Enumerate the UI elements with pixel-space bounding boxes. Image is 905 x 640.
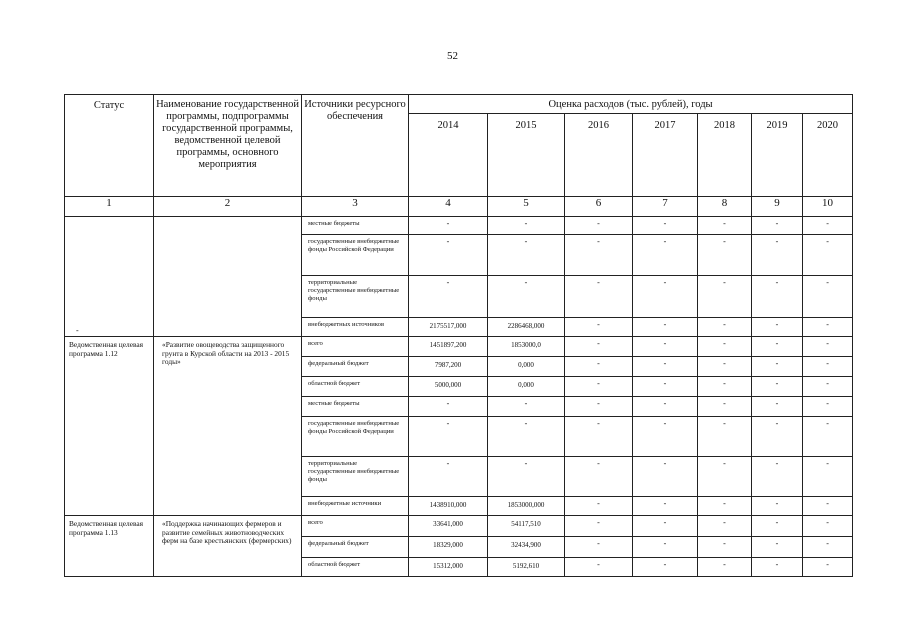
value-2015-cell: -: [488, 417, 565, 457]
column-number: 6: [565, 197, 633, 217]
value-2014-cell: 1438910,000: [409, 497, 488, 516]
empty-value-cell: -: [752, 417, 803, 457]
column-number: 4: [409, 197, 488, 217]
funding-source-cell: областной бюджет: [302, 377, 409, 397]
empty-value-cell: -: [698, 235, 752, 276]
column-number: 2: [154, 197, 302, 217]
empty-value-cell: -: [565, 318, 633, 337]
program-name-cell: «Поддержка начинающих фермеров и развитие семейных животноводческих ферм на базе крестьянских (фермерских): [154, 516, 302, 577]
value-2015-cell: -: [488, 276, 565, 318]
empty-value-cell: -: [803, 516, 853, 537]
value-2015-cell: 0,000: [488, 377, 565, 397]
empty-value-cell: -: [565, 497, 633, 516]
header-year: 2017: [633, 114, 698, 197]
funding-source-cell: федеральный бюджет: [302, 537, 409, 558]
value-2015-cell: -: [488, 397, 565, 417]
value-2015-cell: 2286468,000: [488, 318, 565, 337]
funding-source-cell: федеральный бюджет: [302, 357, 409, 377]
empty-value-cell: -: [633, 397, 698, 417]
column-number: 7: [633, 197, 698, 217]
empty-value-cell: -: [803, 337, 853, 357]
page-number: 52: [447, 50, 458, 62]
program-name-cell: «Развитие овощеводства защищенного грунта в Курской области на 2013 - 2015 годы»: [154, 337, 302, 516]
table-row: [65, 516, 853, 537]
empty-value-cell: -: [698, 357, 752, 377]
empty-value-cell: -: [565, 357, 633, 377]
table-row: [65, 217, 853, 235]
value-2015-cell: 1853000,0: [488, 337, 565, 357]
empty-value-cell: -: [803, 497, 853, 516]
column-number: 1: [65, 197, 154, 217]
funding-source-cell: областной бюджет: [302, 558, 409, 577]
empty-value-cell: -: [565, 558, 633, 577]
empty-value-cell: -: [698, 516, 752, 537]
funding-source-cell: местные бюджеты: [302, 217, 409, 235]
empty-value-cell: -: [565, 377, 633, 397]
empty-value-cell: -: [698, 558, 752, 577]
empty-value-cell: -: [565, 537, 633, 558]
empty-value-cell: -: [803, 457, 853, 497]
empty-value-cell: -: [752, 217, 803, 235]
funding-source-cell: всего: [302, 516, 409, 537]
funding-source-cell: территориальные государственные внебюджетные фонды: [302, 457, 409, 497]
empty-value-cell: -: [752, 558, 803, 577]
empty-value-cell: -: [633, 516, 698, 537]
program-status-cell: Ведомственная целевая программа 1.12: [65, 337, 154, 516]
header-program-name: Наименование государственной программы, подпрограммы государственной программы, ведомственной целевой программы, основного мероприятия: [154, 95, 302, 197]
empty-value-cell: -: [565, 337, 633, 357]
header-sources: Источники ресурсного обеспечения: [302, 95, 409, 197]
empty-value-cell: -: [565, 217, 633, 235]
empty-value-cell: -: [803, 377, 853, 397]
empty-value-cell: -: [698, 497, 752, 516]
column-number-row: [65, 197, 853, 217]
empty-value-cell: -: [752, 357, 803, 377]
stray-mark: -: [76, 326, 79, 335]
value-2014-cell: 15312,000: [409, 558, 488, 577]
empty-value-cell: -: [698, 217, 752, 235]
empty-value-cell: -: [698, 457, 752, 497]
program-status-cell: [65, 217, 154, 337]
table-body: [65, 217, 853, 577]
empty-value-cell: -: [803, 235, 853, 276]
value-2014-cell: -: [409, 457, 488, 497]
value-2014-cell: 33641,000: [409, 516, 488, 537]
funding-source-cell: внебюджетных источников: [302, 318, 409, 337]
value-2015-cell: 32434,900: [488, 537, 565, 558]
value-2014-cell: -: [409, 417, 488, 457]
funding-source-cell: территориальные государственные внебюджетные фонды: [302, 276, 409, 318]
value-2014-cell: 5000,000: [409, 377, 488, 397]
empty-value-cell: -: [698, 318, 752, 337]
value-2015-cell: 1853000,000: [488, 497, 565, 516]
empty-value-cell: -: [565, 417, 633, 457]
header-estimate: Оценка расходов (тыс. рублей), годы: [409, 95, 853, 114]
empty-value-cell: -: [698, 417, 752, 457]
header-status: Статус: [65, 95, 154, 197]
budget-table: [64, 94, 853, 577]
empty-value-cell: -: [752, 377, 803, 397]
funding-source-cell: местные бюджеты: [302, 397, 409, 417]
funding-source-cell: всего: [302, 337, 409, 357]
value-2015-cell: -: [488, 235, 565, 276]
empty-value-cell: -: [565, 235, 633, 276]
empty-value-cell: -: [803, 397, 853, 417]
empty-value-cell: -: [698, 337, 752, 357]
empty-value-cell: -: [633, 537, 698, 558]
empty-value-cell: -: [752, 516, 803, 537]
empty-value-cell: -: [752, 276, 803, 318]
column-number: 8: [698, 197, 752, 217]
empty-value-cell: -: [565, 516, 633, 537]
header-year: 2018: [698, 114, 752, 197]
empty-value-cell: -: [633, 377, 698, 397]
header-year: 2016: [565, 114, 633, 197]
empty-value-cell: -: [752, 497, 803, 516]
empty-value-cell: -: [752, 397, 803, 417]
table-row: [65, 337, 853, 357]
empty-value-cell: -: [803, 537, 853, 558]
funding-source-cell: внебюджетные источники: [302, 497, 409, 516]
value-2014-cell: -: [409, 397, 488, 417]
empty-value-cell: -: [565, 397, 633, 417]
empty-value-cell: -: [803, 318, 853, 337]
empty-value-cell: -: [633, 276, 698, 318]
empty-value-cell: -: [803, 417, 853, 457]
value-2015-cell: 0,000: [488, 357, 565, 377]
value-2014-cell: 1451897,200: [409, 337, 488, 357]
empty-value-cell: -: [633, 558, 698, 577]
empty-value-cell: -: [633, 318, 698, 337]
empty-value-cell: -: [633, 497, 698, 516]
value-2014-cell: 7987,200: [409, 357, 488, 377]
funding-source-cell: государственные внебюджетные фонды Российской Федерации: [302, 235, 409, 276]
value-2014-cell: -: [409, 235, 488, 276]
empty-value-cell: -: [752, 337, 803, 357]
value-2014-cell: 2175517,000: [409, 318, 488, 337]
column-number: 9: [752, 197, 803, 217]
empty-value-cell: -: [752, 235, 803, 276]
value-2014-cell: -: [409, 217, 488, 235]
empty-value-cell: -: [752, 537, 803, 558]
program-name-cell: [154, 217, 302, 337]
empty-value-cell: -: [698, 377, 752, 397]
empty-value-cell: -: [633, 457, 698, 497]
funding-source-cell: государственные внебюджетные фонды Российской Федерации: [302, 417, 409, 457]
empty-value-cell: -: [565, 457, 633, 497]
value-2014-cell: 18329,000: [409, 537, 488, 558]
empty-value-cell: -: [803, 217, 853, 235]
program-status-cell: Ведомственная целевая программа 1.13: [65, 516, 154, 577]
value-2015-cell: -: [488, 217, 565, 235]
header-year: 2020: [803, 114, 853, 197]
header-year: 2014: [409, 114, 488, 197]
empty-value-cell: -: [633, 357, 698, 377]
column-number: 3: [302, 197, 409, 217]
empty-value-cell: -: [565, 276, 633, 318]
empty-value-cell: -: [698, 276, 752, 318]
empty-value-cell: -: [803, 558, 853, 577]
empty-value-cell: -: [698, 537, 752, 558]
column-number: 10: [803, 197, 853, 217]
value-2015-cell: 5192,610: [488, 558, 565, 577]
column-number: 5: [488, 197, 565, 217]
empty-value-cell: -: [803, 276, 853, 318]
header-year: 2019: [752, 114, 803, 197]
empty-value-cell: -: [752, 318, 803, 337]
empty-value-cell: -: [803, 357, 853, 377]
empty-value-cell: -: [633, 217, 698, 235]
empty-value-cell: -: [752, 457, 803, 497]
empty-value-cell: -: [698, 397, 752, 417]
value-2015-cell: 54117,510: [488, 516, 565, 537]
empty-value-cell: -: [633, 235, 698, 276]
value-2014-cell: -: [409, 276, 488, 318]
header-row: [65, 95, 853, 114]
empty-value-cell: -: [633, 417, 698, 457]
empty-value-cell: -: [633, 337, 698, 357]
value-2015-cell: -: [488, 457, 565, 497]
header-year: 2015: [488, 114, 565, 197]
